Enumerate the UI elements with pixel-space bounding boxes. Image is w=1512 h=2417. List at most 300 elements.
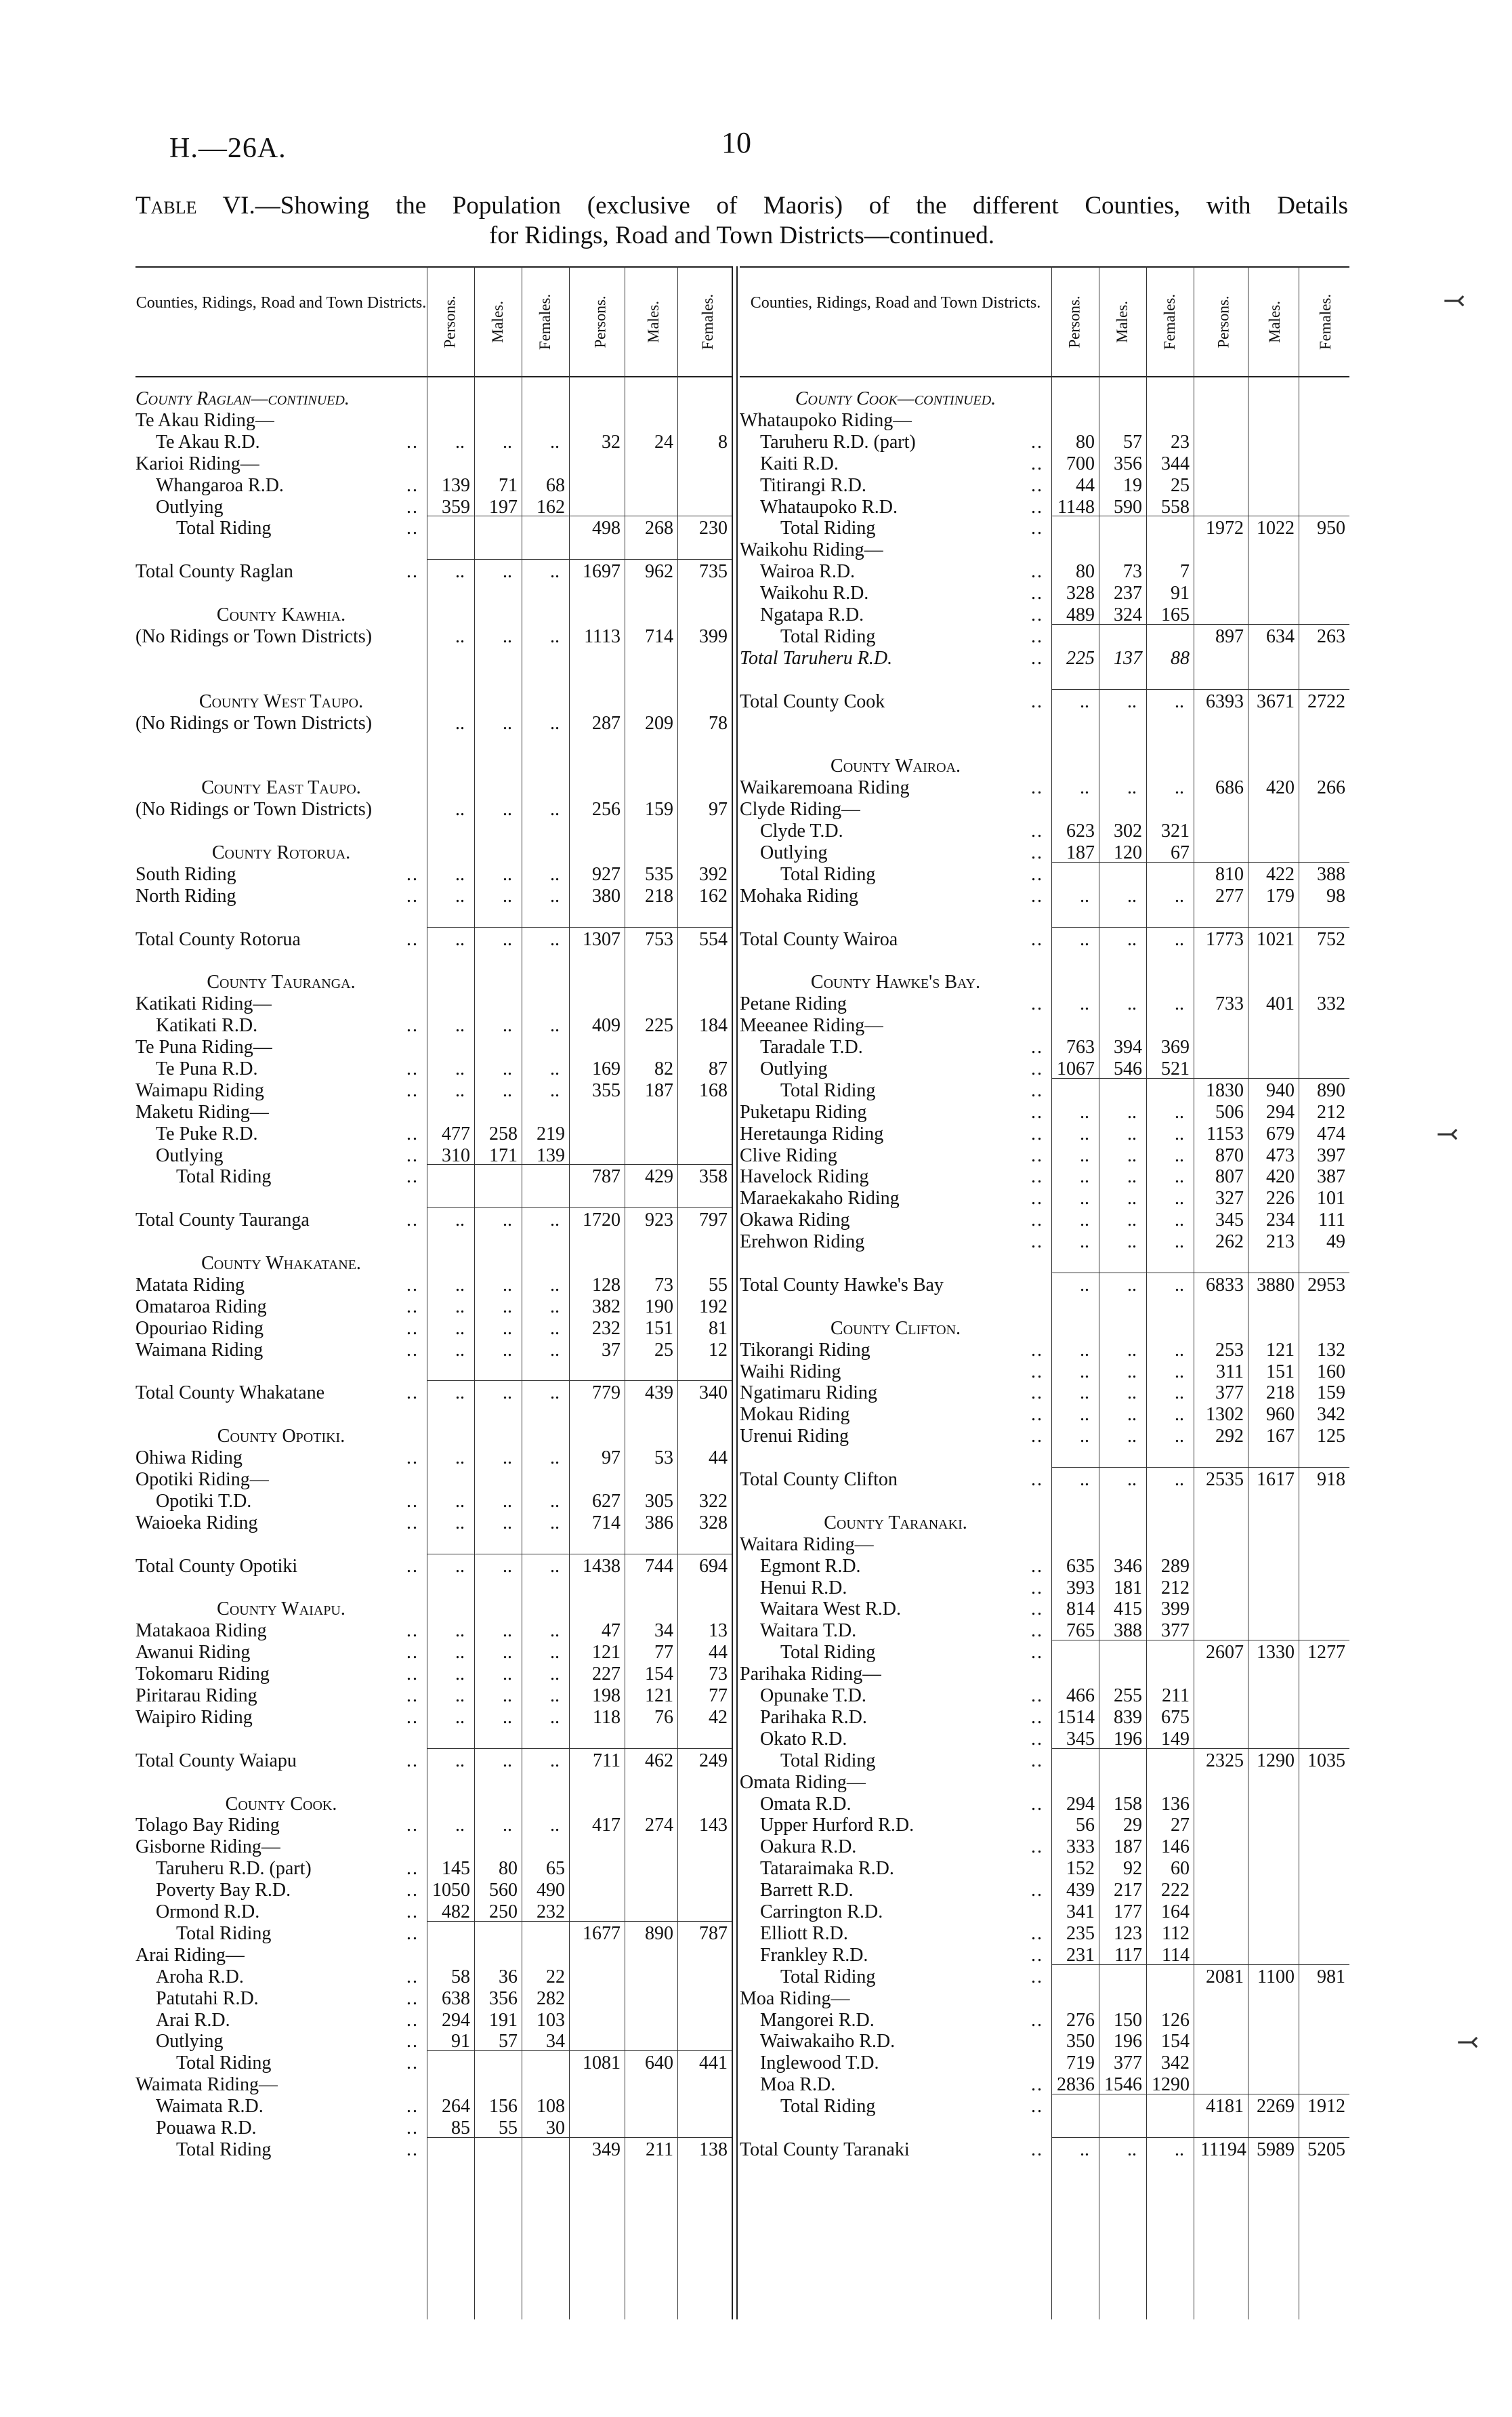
- margin-mark: ⤙: [1456, 2027, 1479, 2057]
- row-label: Katikati Riding—: [135, 993, 272, 1015]
- males-cell: 171: [489, 1144, 518, 1166]
- persons-cell: 294: [442, 2009, 470, 2031]
- males-cell: 415: [1114, 1598, 1142, 1620]
- males-cell: 255: [1114, 1685, 1142, 1706]
- total-females-cell: 392: [699, 863, 728, 885]
- leader-dots: ..: [406, 1079, 419, 1101]
- row-label: Okawa Riding: [740, 1210, 850, 1231]
- table-row: [740, 1145, 1349, 1166]
- row-label: Total Taruheru R.D.: [740, 647, 893, 669]
- total-females-cell: 388: [1317, 863, 1345, 885]
- row-label: Te Akau Riding—: [135, 409, 274, 431]
- table-row: [740, 1296, 1349, 1317]
- leader-dots: ..: [406, 518, 419, 539]
- row-label: Total Riding: [176, 1166, 272, 1188]
- females-cell: 165: [1161, 604, 1190, 625]
- total-females-cell: 12: [709, 1339, 728, 1361]
- leader-dots: ..: [406, 1144, 419, 1166]
- leader-dots: ..: [406, 1922, 419, 1944]
- column-header-text: Persons.: [592, 295, 609, 348]
- persons-cell: 482: [442, 1901, 470, 1922]
- row-label: Total Riding: [780, 625, 876, 647]
- empty-cell-dots: ..: [550, 1512, 560, 1533]
- persons-cell: 231: [1066, 1944, 1095, 1966]
- total-rule: [427, 1921, 732, 1922]
- total-males-cell: 151: [645, 1317, 673, 1339]
- total-persons-cell: 1153: [1206, 1123, 1244, 1144]
- total-rule: [1051, 2137, 1349, 2138]
- row-label: Total Riding: [780, 863, 876, 885]
- persons-cell: 477: [442, 1123, 470, 1144]
- table-row: [740, 756, 1349, 777]
- empty-cell-dots: ..: [503, 1642, 512, 1664]
- females-cell: 7: [1180, 561, 1190, 583]
- row-label: County Taranaki.: [824, 1512, 967, 1533]
- leader-dots: ..: [1031, 1426, 1043, 1447]
- leader-dots: ..: [1031, 1793, 1043, 1815]
- empty-cell-dots: ..: [1175, 1426, 1184, 1447]
- page-ref: H.—26A.: [169, 133, 287, 164]
- empty-cell-dots: ..: [550, 1339, 560, 1361]
- empty-cell-dots: ..: [1127, 928, 1137, 950]
- total-females-cell: 950: [1317, 518, 1345, 539]
- table-row: [740, 1620, 1349, 1641]
- table-row: [135, 1318, 732, 1339]
- row-label: Parihaka Riding—: [740, 1664, 882, 1685]
- row-label: Omata Riding—: [740, 1771, 866, 1793]
- leader-dots: ..: [1031, 1706, 1043, 1728]
- empty-cell-dots: ..: [455, 1317, 465, 1339]
- table-row: [740, 1382, 1349, 1403]
- total-males-cell: 535: [645, 863, 673, 885]
- leader-dots: ..: [1031, 604, 1043, 625]
- row-label: Opotiki Riding—: [135, 1469, 269, 1490]
- empty-cell-dots: ..: [455, 1447, 465, 1469]
- females-cell: 68: [546, 474, 565, 496]
- persons-cell: 359: [442, 496, 470, 518]
- persons-cell: 225: [1066, 647, 1095, 669]
- empty-cell-dots: ..: [1127, 1123, 1137, 1144]
- males-cell: 250: [489, 1901, 518, 1922]
- row-label: Mokau Riding: [740, 1404, 850, 1426]
- table-row: [740, 1361, 1349, 1382]
- leader-dots: ..: [1031, 1404, 1043, 1426]
- females-cell: 126: [1161, 2009, 1190, 2031]
- total-persons-cell: 327: [1215, 1188, 1244, 1210]
- males-cell: 156: [489, 2096, 518, 2118]
- leader-dots: ..: [1031, 474, 1043, 496]
- table-header: [740, 266, 1349, 377]
- table-row: [135, 626, 732, 647]
- row-label: Arai R.D.: [156, 2009, 230, 2031]
- table-row: [740, 1166, 1349, 1187]
- empty-cell-dots: ..: [455, 1079, 465, 1101]
- table-row: [740, 2031, 1349, 2052]
- row-label: County Opotiki.: [217, 1426, 345, 1447]
- row-label: Heretaunga Riding: [740, 1123, 884, 1144]
- total-persons-cell: 1830: [1206, 1079, 1244, 1101]
- table-row: [740, 1037, 1349, 1058]
- total-males-cell: 53: [654, 1447, 673, 1469]
- females-cell: 34: [546, 2031, 565, 2052]
- table-header: [135, 266, 732, 377]
- total-males-cell: 940: [1266, 1079, 1295, 1101]
- row-label: Opotiki T.D.: [156, 1490, 252, 1512]
- table-row: [135, 1729, 732, 1750]
- leader-dots: ..: [406, 1987, 419, 2009]
- table-row: [740, 1901, 1349, 1922]
- empty-cell-dots: ..: [503, 1620, 512, 1642]
- table-row: [740, 1275, 1349, 1296]
- table-row: [135, 1037, 732, 1058]
- table-row: [740, 972, 1349, 993]
- total-persons-cell: 277: [1215, 885, 1244, 907]
- persons-cell: 2836: [1057, 2074, 1095, 2096]
- row-label: Tataraimaka R.D.: [760, 1858, 894, 1880]
- empty-cell-dots: ..: [503, 928, 512, 950]
- total-males-cell: 294: [1266, 1101, 1295, 1123]
- persons-cell: 765: [1066, 1620, 1095, 1642]
- females-cell: 88: [1171, 647, 1190, 669]
- empty-cell-dots: ..: [455, 1015, 465, 1037]
- table-row: [135, 1642, 732, 1663]
- column-header-males: [630, 268, 677, 376]
- total-males-cell: 225: [645, 1015, 673, 1037]
- total-males-cell: 462: [645, 1750, 673, 1771]
- total-persons-cell: 118: [593, 1706, 621, 1728]
- empty-cell-dots: ..: [1080, 1274, 1089, 1296]
- males-cell: 388: [1114, 1620, 1142, 1642]
- total-females-cell: 138: [699, 2139, 728, 2160]
- table-row: [740, 1534, 1349, 1555]
- empty-cell-dots: ..: [550, 625, 560, 647]
- row-label: Total Riding: [780, 518, 876, 539]
- empty-cell-dots: ..: [550, 1664, 560, 1685]
- females-cell: 65: [546, 1858, 565, 1880]
- table-row: [740, 1426, 1349, 1447]
- table-row: [740, 1858, 1349, 1879]
- column-divider: [732, 266, 733, 2319]
- persons-cell: 763: [1066, 1037, 1095, 1058]
- females-cell: 282: [537, 1987, 565, 2009]
- row-label: County Clifton.: [830, 1317, 961, 1339]
- row-label: Opunake T.D.: [760, 1685, 866, 1706]
- total-females-cell: 184: [699, 1015, 728, 1037]
- total-males-cell: 234: [1266, 1210, 1295, 1231]
- total-males-cell: 179: [1266, 885, 1295, 907]
- total-persons-cell: 1302: [1206, 1404, 1244, 1426]
- males-cell: 196: [1114, 2031, 1142, 2052]
- table-row: [740, 1836, 1349, 1857]
- empty-cell-dots: ..: [503, 625, 512, 647]
- table-row: [740, 1188, 1349, 1209]
- column-header-text: Females.: [1317, 293, 1334, 350]
- total-males-cell: 714: [645, 625, 673, 647]
- leader-dots: ..: [1031, 1231, 1043, 1253]
- total-rule: [1051, 1467, 1349, 1468]
- empty-cell-dots: ..: [455, 799, 465, 821]
- total-rule: [1051, 1964, 1349, 1965]
- table-row: [135, 669, 732, 690]
- total-females-cell: 322: [699, 1490, 728, 1512]
- row-label: Tikorangi Riding: [740, 1339, 870, 1361]
- empty-cell-dots: ..: [1175, 928, 1184, 950]
- row-label: Waipiro Riding: [135, 1706, 253, 1728]
- empty-cell-dots: ..: [455, 928, 465, 950]
- persons-cell: 700: [1066, 453, 1095, 474]
- leader-dots: ..: [1031, 1361, 1043, 1382]
- leader-dots: ..: [1031, 1685, 1043, 1706]
- row-label: Waioeka Riding: [135, 1512, 258, 1533]
- empty-cell-dots: ..: [455, 885, 465, 907]
- total-females-cell: 332: [1317, 993, 1345, 1015]
- table-row: [135, 1836, 732, 1857]
- total-females-cell: 797: [699, 1210, 728, 1231]
- empty-cell-dots: ..: [550, 1706, 560, 1728]
- total-females-cell: 44: [709, 1642, 728, 1664]
- empty-cell-dots: ..: [455, 1706, 465, 1728]
- empty-cell-dots: ..: [455, 1685, 465, 1706]
- empty-cell-dots: ..: [503, 431, 512, 453]
- column-header-males: [1251, 268, 1299, 376]
- total-males-cell: 890: [645, 1922, 673, 1944]
- females-cell: 212: [1161, 1577, 1190, 1598]
- empty-cell-dots: ..: [550, 1685, 560, 1706]
- empty-cell-dots: ..: [1175, 1231, 1184, 1253]
- column-header-text: Females.: [699, 293, 716, 350]
- total-females-cell: 97: [709, 799, 728, 821]
- empty-cell-dots: ..: [1080, 1382, 1089, 1404]
- table-row: [135, 1296, 732, 1317]
- males-cell: 73: [1123, 561, 1142, 583]
- leader-dots: ..: [1031, 431, 1043, 453]
- leader-dots: ..: [1031, 647, 1043, 669]
- males-cell: 302: [1114, 821, 1142, 842]
- table-row: [740, 1880, 1349, 1901]
- leader-dots: ..: [406, 863, 419, 885]
- empty-cell-dots: ..: [503, 561, 512, 583]
- table-row: [135, 410, 732, 431]
- row-label: Te Akau R.D.: [156, 431, 260, 453]
- table-row: [135, 1577, 732, 1598]
- empty-cell-dots: ..: [1127, 885, 1137, 907]
- empty-cell-dots: ..: [1175, 1382, 1184, 1404]
- column-header-text: Females.: [1161, 293, 1178, 350]
- total-persons-cell: 355: [592, 1079, 621, 1101]
- total-males-cell: 634: [1266, 625, 1295, 647]
- total-males-cell: 3880: [1257, 1274, 1295, 1296]
- total-persons-cell: 287: [592, 712, 621, 734]
- leader-dots: ..: [406, 1490, 419, 1512]
- females-cell: 558: [1161, 496, 1190, 518]
- total-persons-cell: 382: [592, 1296, 621, 1317]
- total-persons-cell: 1697: [583, 561, 621, 583]
- total-persons-cell: 232: [592, 1317, 621, 1339]
- persons-cell: 139: [442, 474, 470, 496]
- table-row: [135, 907, 732, 928]
- table-row: [135, 2139, 732, 2160]
- row-label: Te Puke R.D.: [156, 1123, 258, 1144]
- row-label: Outlying: [760, 842, 828, 863]
- table-row: [135, 1534, 732, 1555]
- table-row: [740, 1556, 1349, 1577]
- females-cell: 289: [1161, 1555, 1190, 1577]
- total-females-cell: 78: [709, 712, 728, 734]
- persons-cell: 333: [1066, 1836, 1095, 1858]
- total-rule: [1051, 1748, 1349, 1749]
- row-label: Whataupoko Riding—: [740, 409, 912, 431]
- row-label: Aroha R.D.: [156, 1966, 244, 1987]
- table-row: [740, 432, 1349, 453]
- total-rule: [427, 559, 732, 560]
- table-row: [135, 2118, 732, 2139]
- empty-cell-dots: ..: [455, 1664, 465, 1685]
- total-females-cell: 101: [1317, 1188, 1345, 1210]
- table-row: [135, 648, 732, 669]
- empty-cell-dots: ..: [1175, 993, 1184, 1015]
- table-row: [135, 1901, 732, 1922]
- leader-dots: ..: [1031, 453, 1043, 474]
- empty-cell-dots: ..: [1127, 1210, 1137, 1231]
- total-males-cell: 190: [645, 1296, 673, 1317]
- table-row: [135, 1058, 732, 1079]
- row-label: Total County Wairoa: [740, 928, 898, 950]
- table-row: [135, 1015, 732, 1036]
- row-label: Egmont R.D.: [760, 1555, 861, 1577]
- row-label: Carrington R.D.: [760, 1901, 883, 1922]
- total-males-cell: 24: [654, 431, 673, 453]
- persons-cell: 80: [1076, 561, 1095, 583]
- row-label: Te Puna R.D.: [156, 1058, 258, 1079]
- row-label: Upper Hurford R.D.: [760, 1815, 915, 1836]
- males-cell: 120: [1114, 842, 1142, 863]
- empty-cell-dots: ..: [1080, 2139, 1089, 2160]
- empty-cell-dots: ..: [1080, 1123, 1089, 1144]
- leader-dots: ..: [1031, 1836, 1043, 1858]
- leader-dots: ..: [406, 1815, 419, 1836]
- total-females-cell: 981: [1317, 1966, 1345, 1987]
- leader-dots: ..: [406, 496, 419, 518]
- persons-cell: 91: [451, 2031, 470, 2052]
- table-row: [740, 1988, 1349, 2009]
- total-females-cell: 890: [1317, 1079, 1345, 1101]
- table-row: [740, 929, 1349, 950]
- total-males-cell: 218: [645, 885, 673, 907]
- leader-dots: ..: [406, 1015, 419, 1037]
- row-label: Total County Tauranga: [135, 1210, 310, 1231]
- empty-cell-dots: ..: [1175, 1101, 1184, 1123]
- table-row: [135, 1923, 732, 1944]
- leader-dots: ..: [406, 1555, 419, 1577]
- table-row: [740, 518, 1349, 539]
- empty-cell-dots: ..: [550, 1490, 560, 1512]
- table-row: [740, 1729, 1349, 1750]
- empty-cell-dots: ..: [455, 1339, 465, 1361]
- row-label: Clyde Riding—: [740, 799, 861, 821]
- total-persons-cell: 1113: [584, 625, 621, 647]
- total-persons-cell: 498: [592, 518, 621, 539]
- empty-cell-dots: ..: [503, 1210, 512, 1231]
- table-row: [740, 907, 1349, 928]
- empty-cell-dots: ..: [1127, 1101, 1137, 1123]
- leader-dots: ..: [406, 2031, 419, 2052]
- total-persons-cell: 870: [1215, 1144, 1244, 1166]
- empty-cell-dots: ..: [1080, 1210, 1089, 1231]
- empty-cell-dots: ..: [550, 1815, 560, 1836]
- empty-cell-dots: ..: [550, 799, 560, 821]
- row-label: County Cook—continued.: [795, 388, 996, 409]
- total-females-cell: 192: [699, 1296, 728, 1317]
- leader-dots: ..: [406, 2096, 419, 2118]
- row-label: Ngatapa R.D.: [760, 604, 864, 625]
- table-row: [740, 1772, 1349, 1793]
- total-persons-cell: 4181: [1206, 2096, 1244, 2118]
- empty-cell-dots: ..: [1175, 777, 1184, 799]
- empty-cell-dots: ..: [1080, 777, 1089, 799]
- row-label: (No Ridings or Town Districts): [135, 625, 373, 647]
- empty-cell-dots: ..: [503, 1685, 512, 1706]
- total-males-cell: 268: [645, 518, 673, 539]
- females-cell: 344: [1161, 453, 1190, 474]
- females-cell: 521: [1161, 1058, 1190, 1079]
- total-persons-cell: 417: [592, 1815, 621, 1836]
- empty-cell-dots: ..: [550, 928, 560, 950]
- table-row: [740, 2074, 1349, 2095]
- empty-cell-dots: ..: [1080, 690, 1089, 712]
- total-persons-cell: 927: [592, 863, 621, 885]
- leader-dots: ..: [406, 1966, 419, 1987]
- empty-cell-dots: ..: [503, 1317, 512, 1339]
- table-row: [135, 691, 732, 712]
- persons-cell: 85: [451, 2118, 470, 2139]
- total-persons-cell: 262: [1215, 1231, 1244, 1253]
- row-label: Pouawa R.D.: [156, 2118, 257, 2139]
- leader-dots: ..: [406, 1664, 419, 1685]
- persons-cell: 1514: [1057, 1706, 1095, 1728]
- column-header-text: Males.: [489, 301, 506, 343]
- table-row: [740, 777, 1349, 798]
- row-label: Awanui Riding: [135, 1642, 251, 1664]
- total-rule: [1051, 689, 1349, 690]
- row-label: Ormond R.D.: [156, 1901, 260, 1922]
- empty-cell-dots: ..: [550, 1555, 560, 1577]
- row-label: Waihi Riding: [740, 1361, 841, 1382]
- leader-dots: ..: [1031, 1037, 1043, 1058]
- total-females-cell: 340: [699, 1382, 728, 1404]
- table-row: [135, 497, 732, 518]
- empty-cell-dots: ..: [455, 712, 465, 734]
- table-row: [135, 1253, 732, 1274]
- leader-dots: ..: [1031, 518, 1043, 539]
- row-label: Outlying: [156, 496, 224, 518]
- table-row: [135, 756, 732, 777]
- males-cell: 258: [489, 1123, 518, 1144]
- total-females-cell: 735: [699, 561, 728, 583]
- table-row: [135, 1426, 732, 1447]
- row-label: Total Riding: [176, 518, 272, 539]
- total-males-cell: 422: [1266, 863, 1295, 885]
- total-persons-cell: 1677: [583, 1922, 621, 1944]
- empty-cell-dots: ..: [550, 431, 560, 453]
- leader-dots: ..: [406, 1642, 419, 1664]
- row-label: Kaiti R.D.: [760, 453, 839, 474]
- row-label: Whangaroa R.D.: [156, 474, 284, 496]
- leader-dots: ..: [1031, 496, 1043, 518]
- persons-cell: 814: [1066, 1598, 1095, 1620]
- row-label: Tolago Bay Riding: [135, 1815, 280, 1836]
- total-rule: [427, 1748, 732, 1749]
- empty-cell-dots: ..: [1127, 2139, 1137, 2160]
